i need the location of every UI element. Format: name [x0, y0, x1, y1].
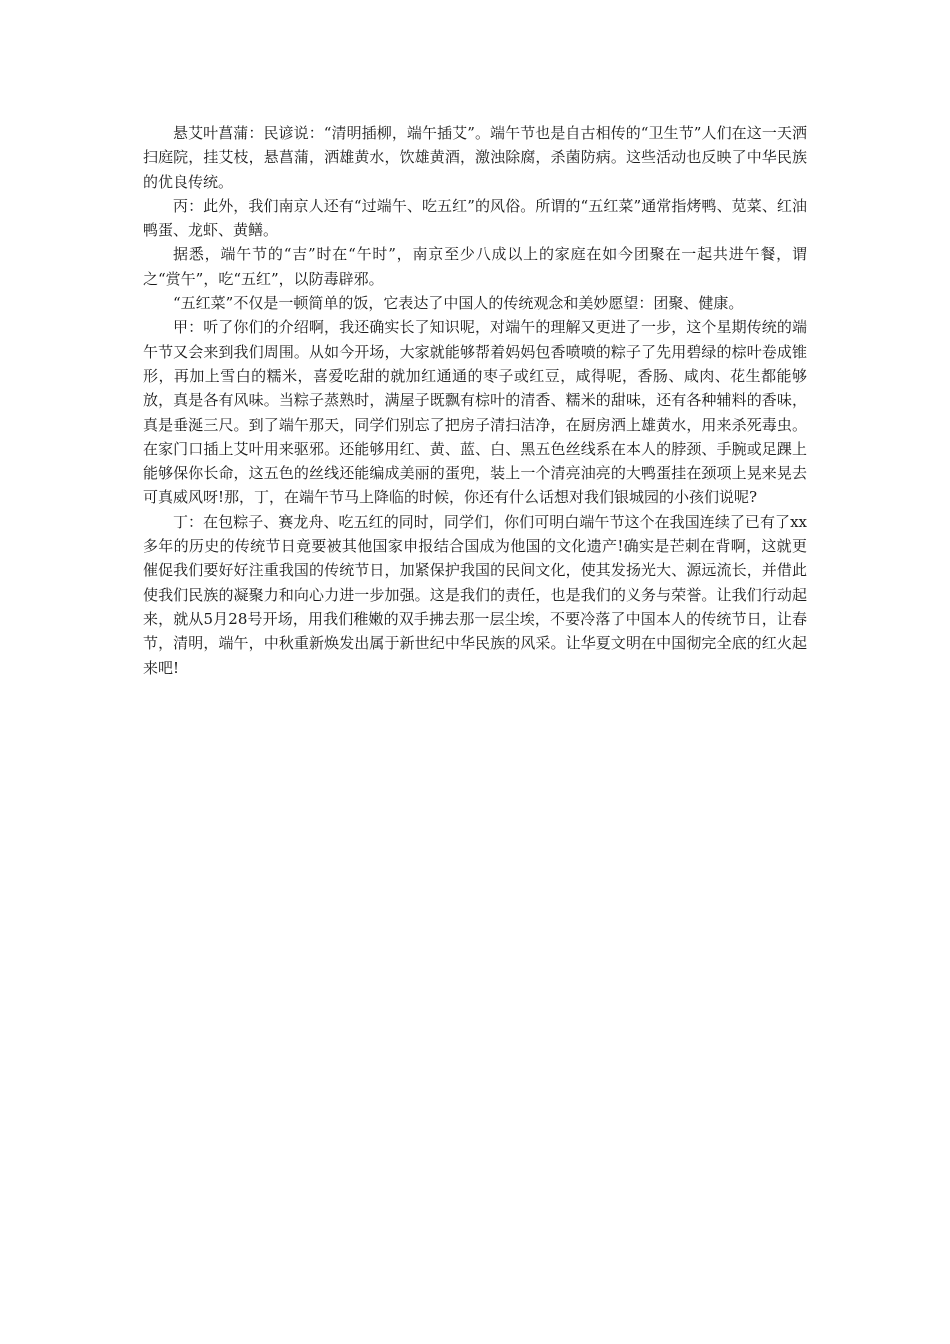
paragraph-ding-speech: 丁：在包粽子、赛龙舟、吃五红的同时，同学们，你们可明白端午节这个在我国连续了已有了xx多年的历史的传统节日竟要被其他国家申报结合国成为他国的文化遗产!确实是芒刺在背啊，这就更催促我们要好好注重我国的传统节日，加紧保护我国的民间文化，使其发扬光大、源远流长，并借此使我们民族的凝聚力和向心力进一步加强。这是我们的责任，也是我们的义务与荣誉。让我们行动起来，就从5月28号开场，用我们稚嫩的双手拂去那一层尘埃，不要冷落了中国本人的传统节日，让春节，清明，端午，中秋重新焕发出属于新世纪中华民族的风采。让华夏文明在中国彻完全底的红火起来吧! — [143, 512, 807, 677]
paragraph-noon-lunch: 据悉，端午节的“吉”时在“午时”，南京至少八成以上的家庭在如今团聚在一起共进午餐，谓之“赏午”，吃“五红”，以防毒辟邪。 — [143, 245, 807, 288]
paragraph-five-red-dishes: “五红菜”不仅是一顿简单的饭，它表达了中国人的传统观念和美妙愿望：团聚、健康。 — [173, 294, 744, 313]
paragraph-mugwort-calamus: 悬艾叶菖蒲：民谚说：“清明插柳，端午插艾”。端午节也是自古相传的“卫生节”人们在这一天洒扫庭院，挂艾枝，悬菖蒲，洒雄黄水，饮雄黄酒，激浊除腐，杀菌防病。这些活动也反映了中华民族的优良传统。 — [143, 124, 807, 191]
paragraph-jia-speech: 甲：听了你们的介绍啊，我还确实长了知识呢，对端午的理解又更进了一步，这个星期传统的端午节又会来到我们周围。从如今开场，大家就能够帮着妈妈包香喷喷的粽子了先用碧绿的棕叶卷成锥形，再加上雪白的糯米，喜爱吃甜的就加红通通的枣子或红豆，咸得呢，香肠、咸肉、花生都能够放，真是各有风味。当粽子蒸熟时，满屋子既飘有棕叶的清香、糯米的甜味，还有各种辅料的香味，真是垂涎三尺。到了端午那天，同学们别忘了把房子清扫洁净，在厨房洒上雄黄水，用来杀死毒虫。在家门口插上艾叶用来驱邪。还能够用红、黄、蓝、白、黑五色丝线系在本人的脖颈、手腕或足踝上能够保你长命，这五色的丝线还能编成美丽的蛋兜，装上一个清亮油亮的大鸭蛋挂在颈项上晃来晃去可真威风呀!那，丁，在端午节马上降临的时候，你还有什么话想对我们银城园的小孩们说呢? — [143, 318, 807, 507]
paragraph-bing-five-reds: 丙：此外，我们南京人还有“过端午、吃五红”的风俗。所谓的“五红菜”通常指烤鸭、苋菜、红油鸭蛋、龙虾、黄鳝。 — [143, 196, 807, 240]
document-body — [143, 121, 807, 680]
